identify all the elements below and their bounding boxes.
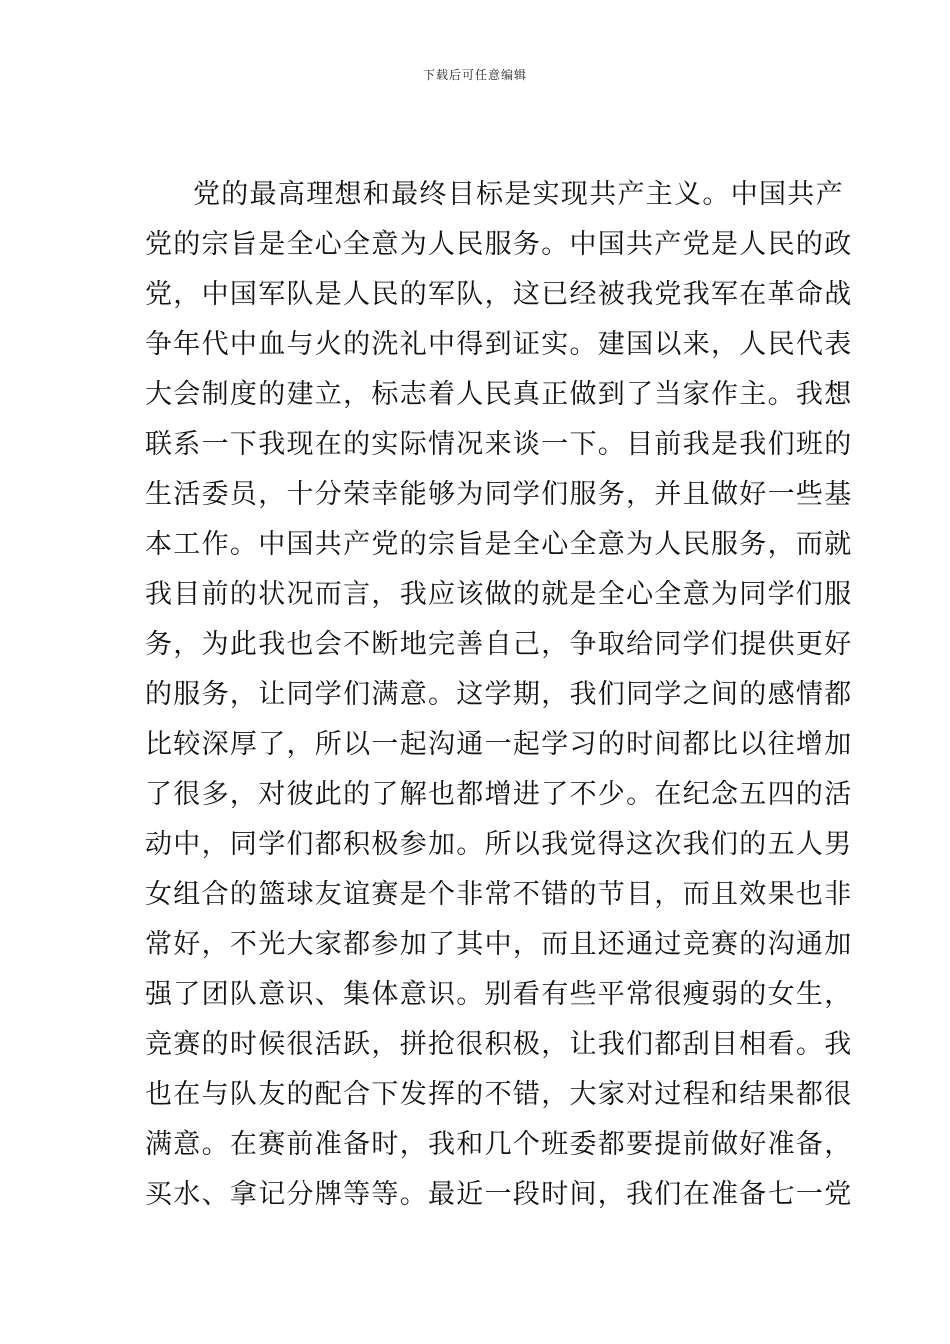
text-line: 了很多，对彼此的了解也都增进了不少。在纪念五四的活: [145, 779, 853, 810]
text-line: 本工作。中国共产党的宗旨是全心全意为人民服务，而就: [145, 529, 853, 560]
page-header-note: 下载后可任意编辑: [422, 68, 527, 82]
text-line: 动中，同学们都积极参加。所以我觉得这次我们的五人男: [145, 829, 853, 860]
text-line: 满意。在赛前准备时，我和几个班委都要提前做好准备，: [145, 1129, 853, 1160]
text-line: 生活委员，十分荣幸能够为同学们服务，并且做好一些基: [145, 479, 853, 510]
text-line: 常好，不光大家都参加了其中，而且还通过竞赛的沟通加: [145, 929, 853, 960]
text-line: 务，为此我也会不断地完善自己，争取给同学们提供更好: [145, 629, 853, 660]
text-line: 也在与队友的配合下发挥的不错，大家对过程和结果都很: [145, 1079, 853, 1110]
text-line: 争年代中血与火的洗礼中得到证实。建国以来，人民代表: [145, 329, 853, 360]
text-line: 竞赛的时候很活跃，拼抢很积极，让我们都刮目相看。我: [145, 1029, 853, 1060]
text-line: 党的宗旨是全心全意为人民服务。中国共产党是人民的政: [145, 229, 853, 260]
text-line: 强了团队意识、集体意识。别看有些平常很瘦弱的女生，: [145, 979, 853, 1010]
text-line: 女组合的篮球友谊赛是个非常不错的节目，而且效果也非: [145, 879, 853, 910]
text-line: 的服务，让同学们满意。这学期，我们同学之间的感情都: [145, 679, 853, 710]
text-line: 大会制度的建立，标志着人民真正做到了当家作主。我想: [145, 379, 853, 410]
text-line: 比较深厚了，所以一起沟通一起学习的时间都比以往增加: [145, 729, 853, 760]
text-line: 买水、拿记分牌等等。最近一段时间，我们在准备七一党: [145, 1179, 853, 1210]
text-line: 我目前的状况而言，我应该做的就是全心全意为同学们服: [145, 579, 853, 610]
text-line: 联系一下我现在的实际情况来谈一下。目前我是我们班的: [145, 429, 853, 460]
text-line: 党，中国军队是人民的军队，这已经被我党我军在革命战: [145, 279, 853, 310]
text-line: 党的最高理想和最终目标是实现共产主义。中国共产: [193, 179, 844, 210]
